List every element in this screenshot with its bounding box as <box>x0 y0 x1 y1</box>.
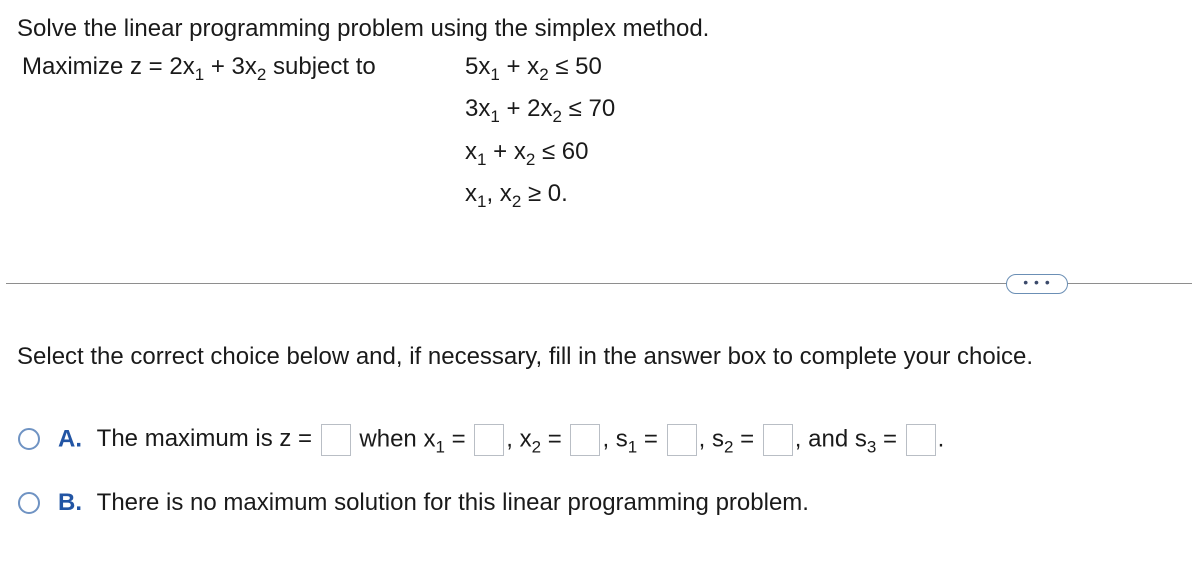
subscript: 1 <box>627 437 638 457</box>
constraint-1 <box>465 53 602 84</box>
choice-a-letter: A. <box>58 425 82 453</box>
subscript: 1 <box>477 150 487 169</box>
choice-a-text: The maximum is z = <box>96 425 313 453</box>
choice-b-radio[interactable] <box>18 492 40 514</box>
choice-a-text: , x <box>506 425 532 453</box>
subscript: 2 <box>525 150 536 169</box>
more-options-button[interactable] <box>1006 274 1068 294</box>
subscript: 2 <box>539 65 549 84</box>
subscript: 2 <box>723 437 734 457</box>
choice-prompt: Select the correct choice below and, if necessary, fill in the answer box to complete your choice. <box>17 343 1034 370</box>
constraint-term: x <box>465 138 477 165</box>
choice-b-letter: B. <box>58 489 82 516</box>
choice-a-text: , s <box>602 425 628 453</box>
objective-function <box>22 53 376 84</box>
equals-sign: = <box>733 425 755 453</box>
constraint-term: , x <box>486 180 512 207</box>
choice-a-radio[interactable] <box>18 428 40 450</box>
choice-a-text: , s <box>698 425 724 453</box>
subscript: 1 <box>490 107 500 126</box>
answer-box-s1[interactable] <box>667 424 697 456</box>
constraint-2 <box>465 95 616 126</box>
answer-box-s2[interactable] <box>763 424 793 456</box>
subscript: 2 <box>256 65 267 84</box>
objective-mid: + 3x <box>204 53 257 80</box>
equals-sign: = <box>541 425 562 453</box>
subscript: 1 <box>490 65 500 84</box>
constraint-term: 5x <box>465 53 491 80</box>
period: . <box>937 425 945 453</box>
subscript: 1 <box>477 192 487 211</box>
subscript: 2 <box>511 192 522 211</box>
constraint-term: x <box>465 180 477 207</box>
constraint-term: + 2x <box>499 95 553 122</box>
answer-box-s3[interactable] <box>906 424 936 456</box>
constraint-rhs: ≤ 70 <box>562 95 616 122</box>
constraint-rhs: ≤ 50 <box>548 53 602 80</box>
subscript: 2 <box>531 437 542 457</box>
equals-sign: = <box>444 425 466 453</box>
objective-suffix: subject to <box>266 53 376 80</box>
choice-b-text: There is no maximum solution for this linear programming problem. <box>96 489 809 516</box>
constraint-term: + x <box>499 53 540 80</box>
constraint-rhs: ≥ 0. <box>521 180 568 207</box>
constraint-rhs: ≤ 60 <box>535 138 589 165</box>
subscript: 1 <box>194 65 205 84</box>
equals-sign: = <box>876 425 897 453</box>
answer-box-x2[interactable] <box>570 424 600 456</box>
constraint-term: 3x <box>465 95 491 122</box>
choice-a <box>58 424 944 456</box>
subscript: 2 <box>552 107 562 126</box>
subscript: 3 <box>866 437 877 457</box>
choice-a-text: , and s <box>794 425 867 453</box>
choice-a-text: when x <box>359 425 436 453</box>
subscript: 1 <box>435 437 445 457</box>
equals-sign: = <box>637 425 658 453</box>
answer-box-z[interactable] <box>321 424 351 456</box>
constraint-term: + x <box>486 138 526 165</box>
constraint-nonnegativity <box>465 180 568 211</box>
ellipsis-icon: • • • <box>1023 274 1051 290</box>
choice-b <box>58 489 809 517</box>
constraint-3 <box>465 138 589 169</box>
instruction-text: Solve the linear programming problem using the simplex method. <box>17 15 710 42</box>
objective-prefix: Maximize z = 2x <box>22 53 195 80</box>
answer-box-x1[interactable] <box>474 424 504 456</box>
